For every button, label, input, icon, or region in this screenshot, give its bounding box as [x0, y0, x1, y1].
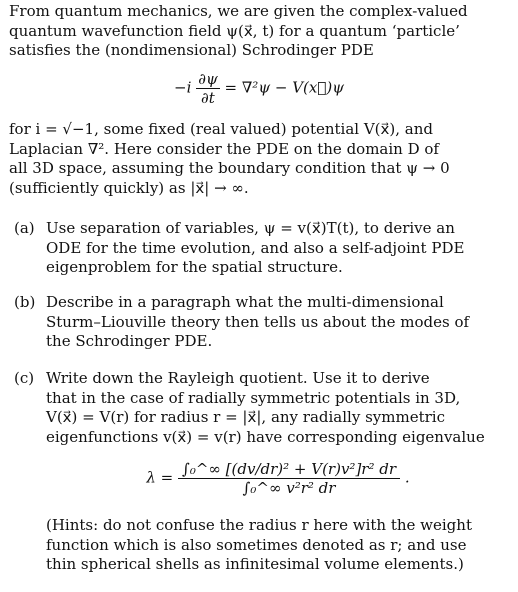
part-c-line-4: eigenfunctions v(x⃗) = v(r) have corresponding eigenvalue: [46, 427, 485, 446]
def-line-2: Laplacian ∇². Here consider the PDE on the domain D of: [9, 139, 439, 158]
part-b-line-3: [46, 332, 509, 352]
def-line-1: for i = √−1, some fixed (real valued) potential V(x⃗), and: [9, 120, 434, 138]
intro-line-3: [9, 41, 509, 61]
eq2-denominator: ∫₀^∞ v²r² dr: [242, 479, 336, 497]
eq2-lhs: λ =: [146, 468, 174, 487]
def-line-3: all 3D space, assuming the boundary condition that ψ → 0: [9, 159, 450, 177]
part-b-pde: PDE: [174, 332, 208, 350]
definition-paragraph: [9, 120, 509, 198]
intro-paragraph: [9, 2, 509, 61]
part-a-label: (a): [14, 219, 35, 237]
intro-line-3-text: satisfies the (nondimensional) Schrodinger: [9, 41, 337, 59]
part-b-line-3-text: the Schrodinger: [46, 332, 175, 350]
part-b-line-2: Sturm–Liouville theory then tells us about the modes of: [46, 312, 470, 331]
schrodinger-equation: [0, 70, 518, 107]
hint-line-3: thin spherical shells as infinitesimal volume elements.): [46, 555, 464, 573]
eq1-lhs-prefix: −i: [174, 78, 192, 97]
intro-line-2: quantum wavefunction field ψ(x⃗, t) for a quantum ‘particle’: [9, 21, 460, 40]
part-a-line-1: Use separation of variables, ψ = v(x⃗)T(t), to derive an: [46, 219, 455, 237]
hint-line-2: function which is also sometimes denoted as r; and use: [46, 535, 467, 554]
eq1-rhs: = ∇²ψ − V(x⃗)ψ: [224, 78, 344, 97]
def-line-4: (sufficiently quickly) as |x⃗| → ∞.: [9, 178, 249, 197]
part-c: [14, 369, 509, 447]
part-a: [14, 219, 509, 278]
part-c-line-2: that in the case of radially symmetric potentials in 3D,: [46, 388, 461, 407]
rayleigh-equation: [38, 460, 518, 497]
part-a-ode: ODE: [46, 238, 82, 257]
part-a-pde: PDE: [431, 238, 465, 257]
eq2-trail: .: [404, 468, 410, 487]
part-a-line-2-text: for the time evolution, and also a self-adjoint: [81, 238, 432, 257]
part-c-line-1: Write down the Rayleigh quotient. Use it to derive: [46, 369, 430, 387]
part-c-label: (c): [14, 369, 35, 387]
part-a-line-2: [46, 239, 509, 259]
intro-line-3-pde: PDE: [340, 41, 374, 59]
eq2-numerator: ∫₀^∞ [(dv/dr)² + V(r)v²]r² dr: [178, 460, 400, 479]
eq1-numerator: ∂ψ: [198, 70, 218, 88]
eq1-fraction: [196, 70, 220, 107]
part-a-line-3: eigenproblem for the spatial structure.: [46, 258, 343, 276]
hint-paragraph: [46, 516, 511, 575]
part-b-line-1: Describe in a paragraph what the multi-dimensional: [46, 293, 444, 311]
intro-line-1: From quantum mechanics, we are given the complex-valued: [9, 2, 468, 20]
part-b: [14, 293, 509, 352]
hint-line-1: (Hints: do not confuse the radius r here with the weight: [46, 516, 472, 534]
eq2-fraction: [178, 460, 400, 497]
part-b-period: .: [207, 332, 213, 350]
part-c-line-3: V(x⃗) = V(r) for radius r = |x⃗|, any radially symmetric: [46, 408, 445, 426]
eq1-denominator: ∂t: [201, 89, 215, 107]
part-b-label: (b): [14, 293, 36, 311]
